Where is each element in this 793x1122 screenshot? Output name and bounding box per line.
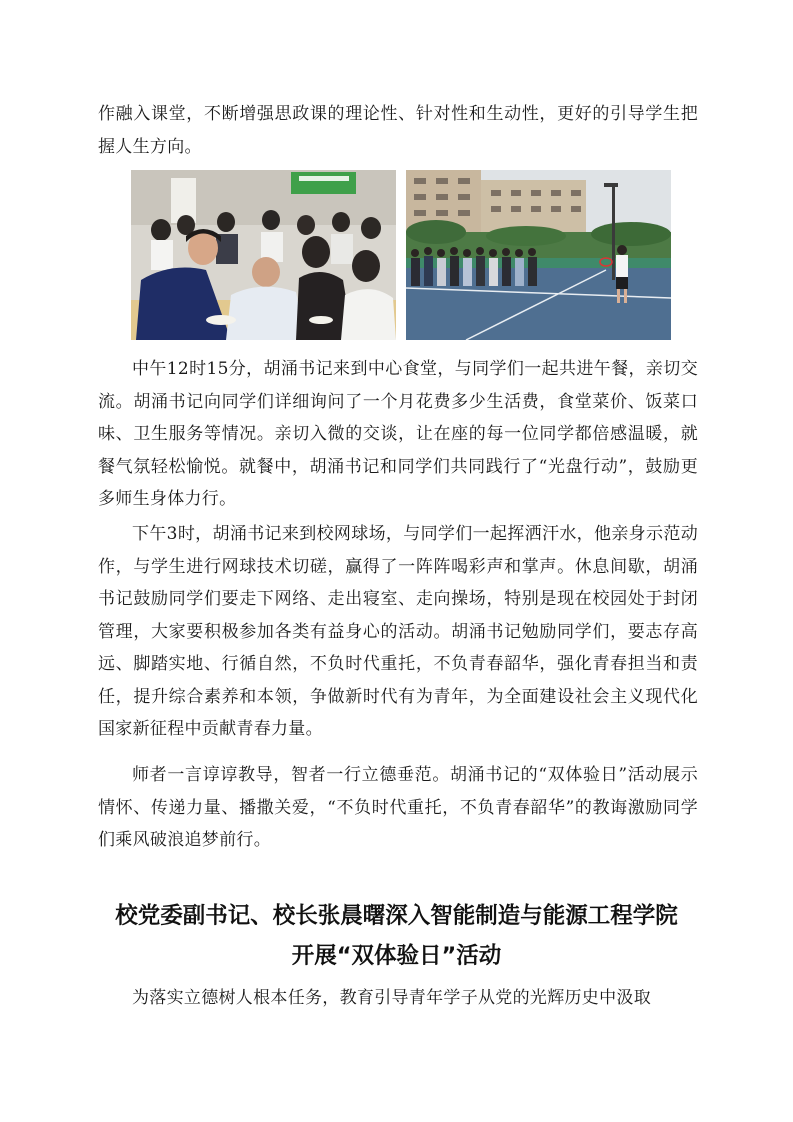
paragraph-next-text: 为落实立德树人根本任务，教育引导青年学子从党的光辉历史中汲取 bbox=[132, 988, 651, 1008]
photo-row bbox=[131, 170, 671, 340]
paragraph-continuation bbox=[98, 98, 698, 163]
paragraph-lunch-text: 中午12时15分，胡涌书记来到中心食堂，与同学们一起共进午餐，亲切交流。胡涌书记向同学们详细询问了一个月花费多少生活费，食堂菜价、饭菜口味、卫生服务等情况。亲切入微的交谈，让在座的每一位同学都倍感温暖，就餐气氛轻松愉悦。就餐中，胡涌书记和同学们共同践行了“光盘行动”，鼓励更多师生身体力行。 bbox=[98, 359, 698, 509]
tennis-court-photo bbox=[406, 170, 671, 340]
paragraph-lunch bbox=[98, 353, 698, 516]
paragraph-summary bbox=[98, 759, 698, 857]
paragraph-tennis-text: 下午3时，胡涌书记来到校网球场，与同学们一起挥洒汗水，他亲身示范动作，与学生进行网球技术切磋，赢得了一阵阵喝彩声和掌声。休息间歇，胡涌书记鼓励同学们要走下网络、走出寝室、走向操场，特别是现在校园处于封闭管理，大家要积极参加各类有益身心的活动。胡涌书记勉励同学们，要志存高远、脚踏实地、行循自然，不负时代重托，不负青春韶华，强化青春担当和责任，提升综合素养和本领，争做新时代有为青年，为全面建设社会主义现代化国家新征程中贡献青春力量。 bbox=[98, 524, 698, 739]
paragraph-continuation-text: 作融入课堂，不断增强思政课的理论性、针对性和生动性，更好的引导学生把握人生方向。 bbox=[98, 104, 698, 157]
paragraph-next bbox=[98, 982, 698, 1015]
section-heading-line2: 开展“双体验日”活动 bbox=[291, 943, 502, 969]
paragraph-tennis bbox=[98, 518, 698, 746]
section-heading-line1: 校党委副书记、校长张晨曙深入智能制造与能源工程学院 bbox=[115, 903, 678, 929]
paragraph-summary-text: 师者一言谆谆教导，智者一行立德垂范。胡涌书记的“双体验日”活动展示情怀、传递力量、播撒关爱，“不负时代重托，不负青春韶华”的教诲激励同学们乘风破浪追梦前行。 bbox=[98, 765, 698, 850]
canteen-lunch-photo bbox=[131, 170, 396, 340]
